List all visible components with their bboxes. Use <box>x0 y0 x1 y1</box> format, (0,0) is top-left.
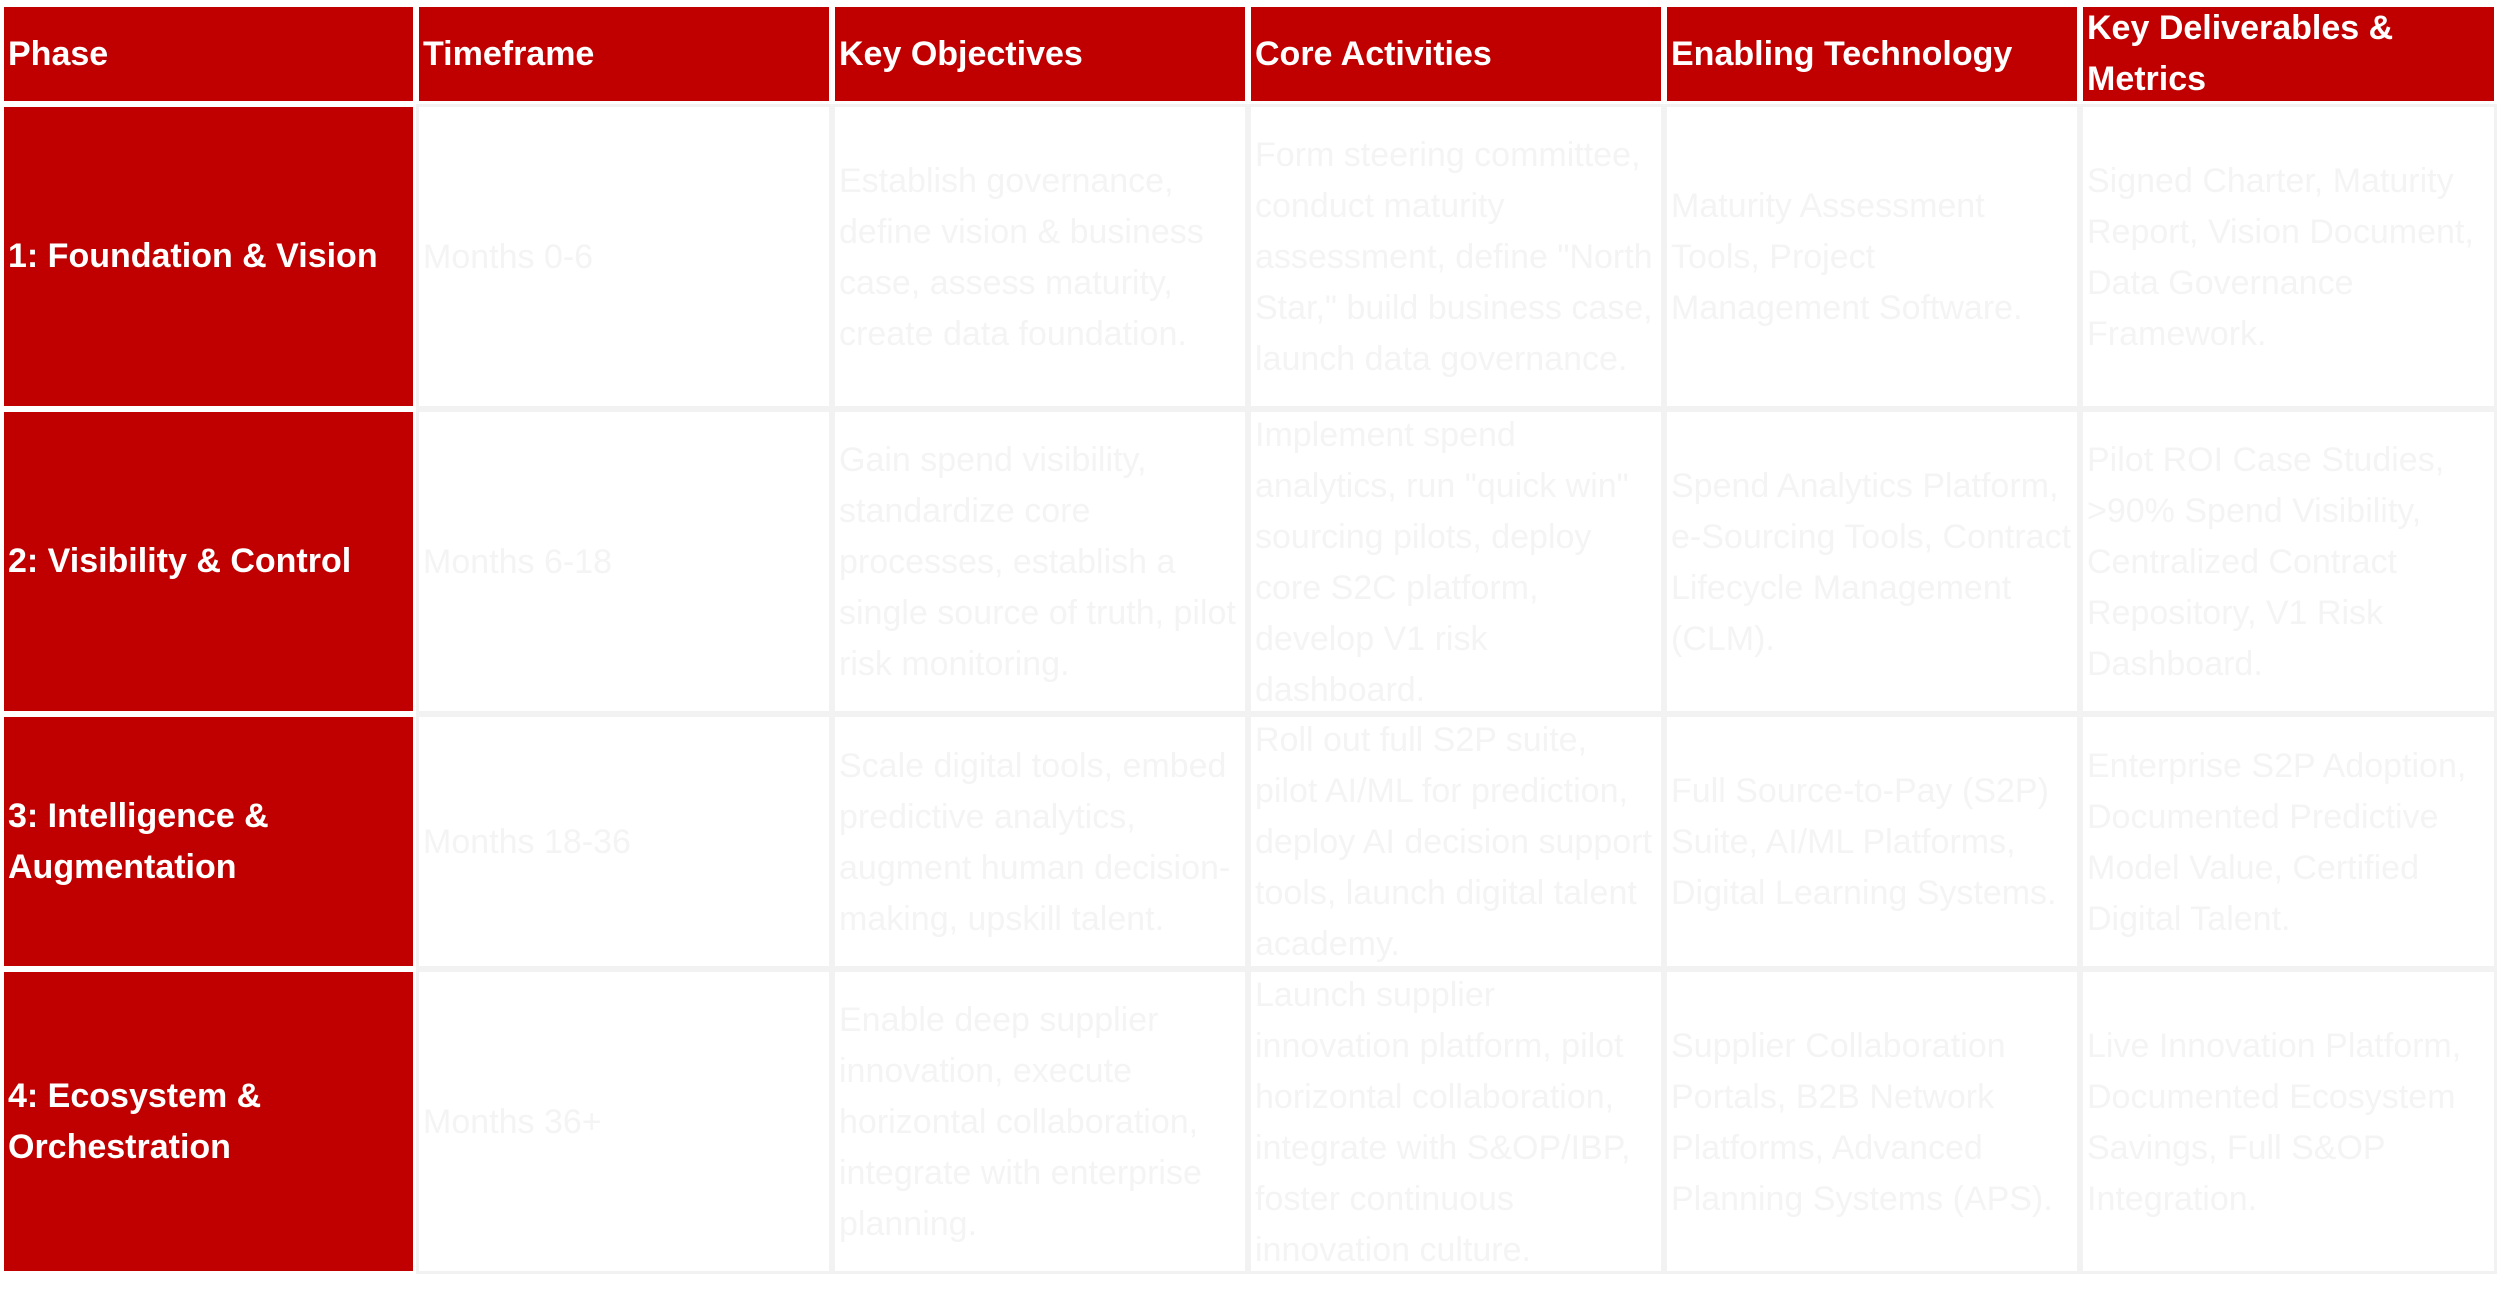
header-enabling-technology-label: Enabling Technology <box>1671 34 2013 73</box>
objectives-text: Scale digital tools, embed predictive analytics, augment human decision-making, upskill talent. <box>839 746 1231 938</box>
deliverables-text: Enterprise S2P Adoption, Documented Predictive Model Value, Certified Digital Talent. <box>2087 746 2467 938</box>
roadmap-table <box>1 4 2497 1280</box>
technology-cell-1 <box>1664 104 2080 409</box>
timeframe-cell-4 <box>416 969 832 1274</box>
objectives-cell-2 <box>832 409 1248 714</box>
activities-text: Implement spend analytics, run "quick win" sourcing pilots, deploy core S2C platform, develop V1 risk dashboard. <box>1255 415 1629 709</box>
header-timeframe <box>416 4 832 104</box>
activities-cell-3 <box>1248 714 1664 969</box>
objectives-cell-1 <box>832 104 1248 409</box>
header-core-activities-label: Core Activities <box>1255 34 1492 73</box>
deliverables-text: Live Innovation Platform, Documented Ecosystem Savings, Full S&OP Integration. <box>2087 1026 2462 1218</box>
objectives-text: Gain spend visibility, standardize core processes, establish a single source of truth, pilot risk monitoring. <box>839 441 1236 683</box>
header-phase-label: Phase <box>8 34 109 73</box>
header-key-deliverables-label: Key Deliverables & Metrics <box>2087 9 2394 98</box>
phase-label: 2: Visibility & Control <box>8 542 352 580</box>
technology-text: Maturity Assessment Tools, Project Management Software. <box>1671 187 2023 327</box>
timeframe-cell-2 <box>416 409 832 714</box>
deliverables-cell-3 <box>2080 714 2497 969</box>
timeframe-text: Months 0-6 <box>423 238 594 276</box>
objectives-cell-4 <box>832 969 1248 1274</box>
header-key-objectives <box>832 4 1248 104</box>
header-phase <box>1 4 416 104</box>
deliverables-cell-2 <box>2080 409 2497 714</box>
technology-cell-2 <box>1664 409 2080 714</box>
activities-cell-2 <box>1248 409 1664 714</box>
phase-label: 4: Ecosystem & Orchestration <box>8 1076 262 1166</box>
timeframe-text: Months 18-36 <box>423 823 631 861</box>
technology-text: Full Source-to-Pay (S2P) Suite, AI/ML Platforms, Digital Learning Systems. <box>1671 772 2057 912</box>
timeframe-text: Months 6-18 <box>423 543 612 581</box>
activities-cell-1 <box>1248 104 1664 409</box>
objectives-cell-3 <box>832 714 1248 969</box>
timeframe-cell-1 <box>416 104 832 409</box>
header-core-activities <box>1248 4 1664 104</box>
phase-label: 1: Foundation & Vision <box>8 237 378 275</box>
technology-cell-3 <box>1664 714 2080 969</box>
header-key-deliverables <box>2080 4 2497 104</box>
objectives-text: Enable deep supplier innovation, execute horizontal collaboration, integrate with enterprise planning. <box>839 1001 1202 1243</box>
timeframe-text: Months 36+ <box>423 1103 602 1141</box>
phase-label: 3: Intelligence & Augmentation <box>8 796 269 886</box>
phase-cell-4 <box>1 969 416 1274</box>
activities-cell-4 <box>1248 969 1664 1274</box>
header-timeframe-label: Timeframe <box>423 34 595 73</box>
timeframe-cell-3 <box>416 714 832 969</box>
deliverables-cell-4 <box>2080 969 2497 1274</box>
technology-cell-4 <box>1664 969 2080 1274</box>
activities-text: Launch supplier innovation platform, pilot horizontal collaboration, integrate with S&OP/IBP, foster continuous innovation culture. <box>1255 975 1631 1269</box>
phase-cell-2 <box>1 409 416 714</box>
technology-text: Spend Analytics Platform, e-Sourcing Tools, Contract Lifecycle Management (CLM). <box>1671 466 2072 658</box>
phase-cell-3 <box>1 714 416 969</box>
deliverables-cell-1 <box>2080 104 2497 409</box>
phase-cell-1 <box>1 104 416 409</box>
objectives-text: Establish governance, define vision & business case, assess maturity, create data foundation. <box>839 161 1204 353</box>
deliverables-text: Pilot ROI Case Studies, >90% Spend Visibility, Centralized Contract Repository, V1 Risk Dashboard. <box>2087 441 2445 683</box>
activities-text: Roll out full S2P suite, pilot AI/ML for prediction, deploy AI decision support tools, launch digital talent academy. <box>1255 721 1652 963</box>
activities-text: Form steering committee, conduct maturity assessment, define "North Star," build business case, launch data governance. <box>1255 136 1653 378</box>
header-key-objectives-label: Key Objectives <box>839 34 1083 73</box>
deliverables-text: Signed Charter, Maturity Report, Vision Document, Data Governance Framework. <box>2087 161 2474 353</box>
header-enabling-technology <box>1664 4 2080 104</box>
technology-text: Supplier Collaboration Portals, B2B Network Platforms, Advanced Planning Systems (APS). <box>1671 1026 2053 1218</box>
